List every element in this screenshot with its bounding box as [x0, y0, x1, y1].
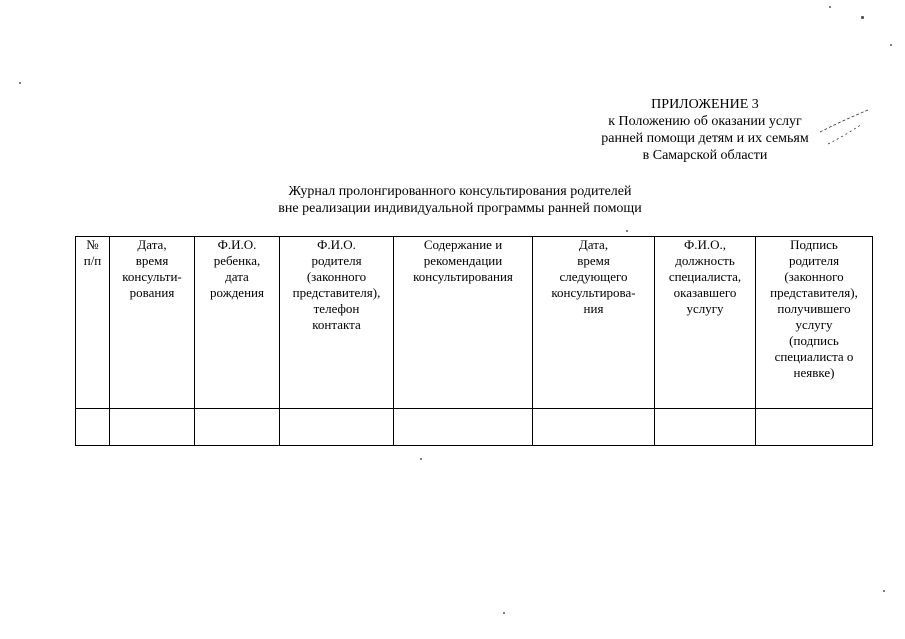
table-cell	[110, 409, 195, 446]
column-header-8	[756, 237, 873, 409]
column-header-text: Ф.И.О.	[217, 237, 257, 252]
appendix-reference-line: к Положению об оказании услуг	[608, 114, 802, 129]
table-cell	[655, 409, 756, 446]
column-header-text: должность	[675, 253, 735, 268]
column-header-text: п/п	[83, 253, 102, 268]
appendix-header	[560, 96, 850, 164]
column-header-text: (подпись	[789, 333, 839, 348]
column-header-6	[533, 237, 655, 409]
column-header-text: дата	[225, 269, 249, 284]
column-header-text: услугу	[686, 301, 724, 316]
column-header-text: Содержание и	[423, 237, 503, 252]
scan-speck	[829, 6, 831, 8]
column-header-text: время	[577, 253, 610, 268]
column-header-text: Ф.И.О.,	[683, 237, 727, 252]
column-header-text: следующего	[559, 269, 628, 284]
scan-speck	[883, 590, 885, 592]
table-cell	[76, 409, 110, 446]
journal-title-line: Журнал пролонгированного консультирования родителей	[288, 184, 632, 199]
column-header-text: рождения	[210, 285, 264, 300]
column-header-text: консультирования	[413, 269, 513, 284]
column-header-text: телефон	[313, 301, 360, 316]
column-header-text: Дата,	[137, 237, 167, 252]
journal-table	[75, 236, 873, 446]
column-header-2	[110, 237, 195, 409]
column-header-7	[655, 237, 756, 409]
scan-speck	[19, 82, 21, 84]
column-header-text: №	[86, 237, 99, 252]
column-header-text: (законного	[784, 269, 844, 284]
table-cell	[195, 409, 280, 446]
appendix-reference-line: ранней помощи детям и их семьям	[601, 131, 809, 146]
column-header-text: Дата,	[578, 237, 609, 252]
column-header-text: консульти-	[122, 269, 182, 284]
column-header-text: оказавшего	[673, 285, 737, 300]
table-row	[76, 409, 873, 446]
column-header-text: специалиста,	[668, 269, 742, 284]
scan-speck	[420, 458, 422, 460]
scan-speck	[503, 612, 505, 614]
column-header-text: родителя	[788, 253, 840, 268]
column-header-text: родителя	[311, 253, 362, 268]
table-cell	[280, 409, 394, 446]
column-header-4	[280, 237, 394, 409]
column-header-3	[195, 237, 280, 409]
column-header-text: ребенка,	[213, 253, 261, 268]
column-header-5	[394, 237, 533, 409]
column-header-text: рекомендации	[423, 253, 503, 268]
appendix-reference-line: в Самарской области	[642, 148, 768, 163]
appendix-number: ПРИЛОЖЕНИЕ 3	[651, 97, 759, 112]
journal-title	[210, 183, 710, 217]
column-header-text: рования	[129, 285, 175, 300]
scan-speck	[861, 16, 864, 19]
column-header-text: консультирова-	[551, 285, 636, 300]
column-header-text: неявке)	[793, 365, 835, 380]
column-header-text: представителя),	[292, 285, 381, 300]
scan-speck	[890, 44, 892, 46]
column-header-text: время	[135, 253, 169, 268]
journal-title-line: вне реализации индивидуальной программы ранней помощи	[278, 201, 642, 216]
column-header-text: представителя),	[770, 285, 858, 300]
column-header-text: (законного	[306, 269, 367, 284]
scan-speck	[626, 230, 628, 232]
column-header-text: услугу	[795, 317, 833, 332]
column-header-text: получившего	[777, 301, 851, 316]
column-header-text: Подпись	[790, 237, 838, 252]
column-header-1	[76, 237, 110, 409]
table-body	[76, 409, 873, 446]
table-header-row	[76, 237, 873, 409]
table-cell	[394, 409, 533, 446]
table-cell	[533, 409, 655, 446]
column-header-text: ния	[583, 301, 604, 316]
handwritten-stroke	[818, 108, 870, 148]
column-header-text: специалиста о	[774, 349, 854, 364]
column-header-text: контакта	[312, 317, 361, 332]
column-header-text: Ф.И.О.	[317, 237, 356, 252]
table-cell	[756, 409, 873, 446]
